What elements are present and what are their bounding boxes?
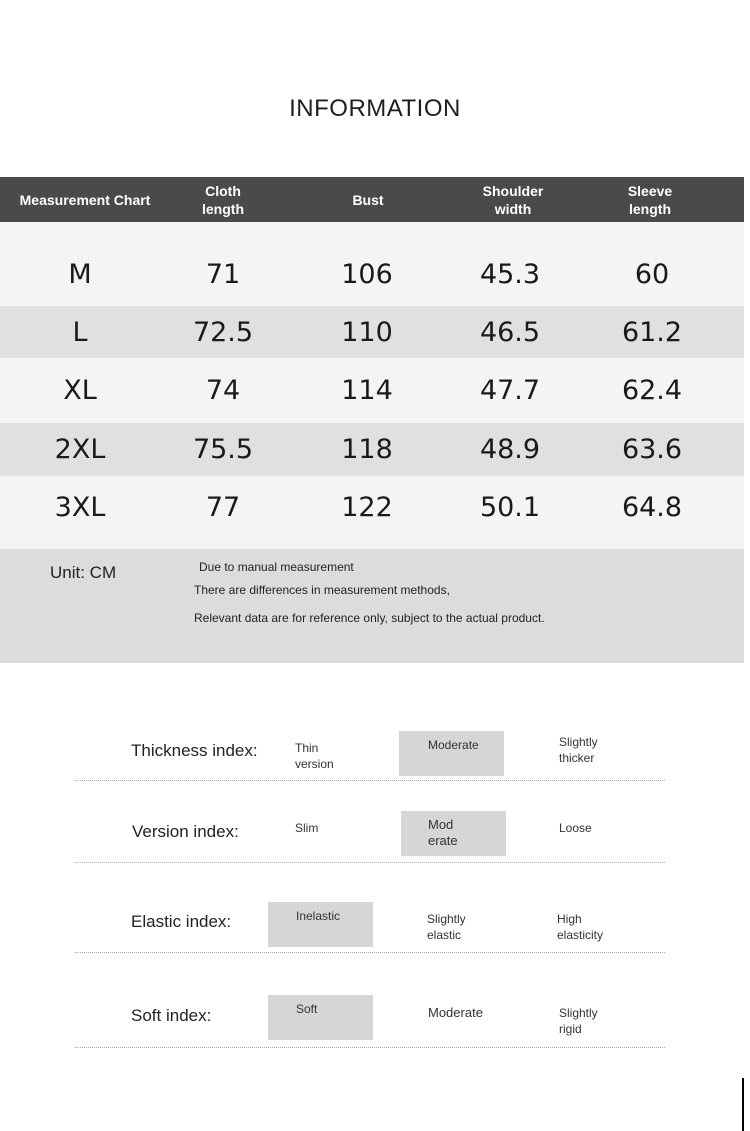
cloth-length-cell: 74 <box>205 375 241 406</box>
soft-option-selected: Soft <box>268 995 373 1040</box>
soft-option: Slightly rigid <box>559 1006 598 1036</box>
table-row <box>0 222 744 306</box>
size-cell: 3XL <box>54 492 106 523</box>
divider <box>75 1047 665 1048</box>
note-line: Relevant data are for reference only, subject to the actual product. <box>194 611 545 625</box>
table-row <box>0 358 744 423</box>
table-row <box>0 306 744 358</box>
size-table-header <box>0 177 744 222</box>
header-cloth-length: Cloth length <box>202 182 244 217</box>
header-sleeve-length: Sleeve length <box>627 182 673 217</box>
header-shoulder-width: Shoulder width <box>482 182 544 217</box>
thickness-index-label: Thickness index: <box>131 741 258 760</box>
table-row <box>0 476 744 549</box>
shoulder-width-cell: 46.5 <box>479 316 541 348</box>
version-index-label: Version index: <box>132 822 239 841</box>
measurement-notes <box>0 549 744 663</box>
bust-cell: 110 <box>341 316 393 348</box>
shoulder-width-cell: 45.3 <box>479 258 541 290</box>
elastic-index-label: Elastic index: <box>131 912 232 931</box>
elastic-option-selected: Inelastic <box>268 902 373 947</box>
size-cell: M <box>68 258 92 290</box>
thickness-option: Thin version <box>295 741 334 771</box>
header-measurement-chart: Measurement Chart <box>19 191 151 208</box>
note-line: Due to manual measurement <box>199 560 354 574</box>
bust-cell: 122 <box>341 492 393 523</box>
header-bust: Bust <box>352 191 384 208</box>
edge-line <box>742 1078 744 1131</box>
cloth-length-cell: 75.5 <box>192 434 254 465</box>
divider <box>75 952 665 953</box>
version-option: Loose <box>559 821 592 835</box>
size-cell: XL <box>63 375 97 406</box>
divider <box>75 780 665 781</box>
bust-cell: 118 <box>341 434 393 465</box>
bust-cell: 106 <box>341 258 393 290</box>
thickness-option-selected: Moderate <box>399 731 504 776</box>
version-option-selected: Moderate <box>401 811 506 856</box>
page-title: INFORMATION <box>289 95 461 122</box>
shoulder-width-cell: 48.9 <box>479 434 541 465</box>
soft-option: Moderate <box>428 1005 483 1020</box>
divider <box>75 862 665 863</box>
shoulder-width-cell: 47.7 <box>479 375 541 406</box>
soft-index-label: Soft index: <box>131 1006 212 1025</box>
sleeve-length-cell: 62.4 <box>621 375 683 406</box>
cloth-length-cell: 72.5 <box>192 316 254 348</box>
version-option: Slim <box>295 821 319 835</box>
elastic-option: Slightly elastic <box>427 912 466 942</box>
sleeve-length-cell: 60 <box>634 258 670 290</box>
sleeve-length-cell: 61.2 <box>621 316 683 348</box>
size-cell: 2XL <box>54 434 106 465</box>
cloth-length-cell: 77 <box>205 492 241 523</box>
shoulder-width-cell: 50.1 <box>479 492 541 523</box>
cloth-length-cell: 71 <box>205 258 241 290</box>
sleeve-length-cell: 64.8 <box>621 492 683 523</box>
unit-label: Unit: CM <box>50 563 117 582</box>
sleeve-length-cell: 63.6 <box>621 434 683 465</box>
thickness-option: Slightly thicker <box>559 735 598 765</box>
elastic-option: High elasticity <box>557 912 604 942</box>
note-line: There are differences in measurement methods, <box>194 583 450 597</box>
bust-cell: 114 <box>341 375 393 406</box>
size-cell: L <box>72 316 88 348</box>
